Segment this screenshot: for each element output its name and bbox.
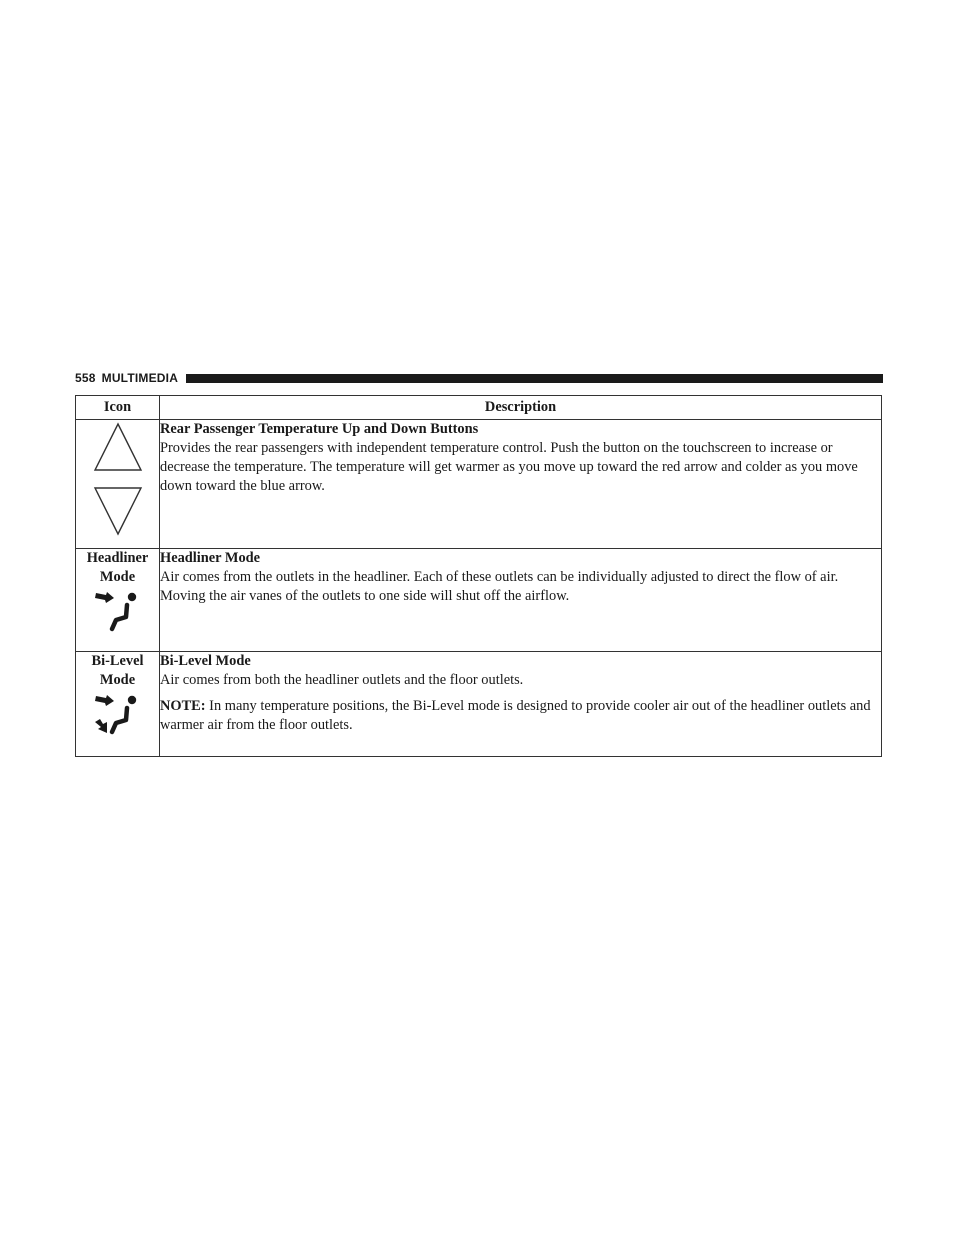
- temperature-up-arrow-icon: [95, 424, 141, 470]
- icon-label: Headliner: [86, 550, 149, 566]
- table-header-row: [76, 396, 882, 420]
- header-rule: [186, 374, 883, 383]
- note-label: NOTE:: [160, 698, 206, 714]
- note-paragraph: [160, 697, 881, 735]
- table-row: [76, 652, 882, 757]
- section-title: MULTIMEDIA: [101, 371, 179, 385]
- description-cell: [160, 652, 882, 757]
- description-cell: [160, 549, 882, 652]
- icon-label: Bi-Level: [91, 653, 144, 669]
- row-title: Rear Passenger Temperature Up and Down Buttons: [160, 421, 479, 437]
- temperature-down-arrow-icon: [95, 488, 141, 534]
- icon-cell: [76, 549, 160, 652]
- column-header-icon: Icon: [76, 396, 160, 420]
- icon-cell: [76, 420, 160, 549]
- bi-level-mode-icon: [90, 692, 146, 740]
- icon-cell: [76, 652, 160, 757]
- row-title: Bi-Level Mode: [160, 653, 251, 669]
- note-text: In many temperature positions, the Bi-Level mode is designed to provide cooler air out of the headliner outlets and warmer air from the floor outlets.: [160, 698, 871, 733]
- row-body: Air comes from the outlets in the headliner. Each of these outlets can be individually adjusted to direct the flow of air. Moving the air vanes of the outlets to one side will shut off the airflow.: [160, 569, 839, 604]
- table-row: [76, 420, 882, 549]
- page-header: [75, 371, 883, 385]
- icon-label: Mode: [99, 569, 136, 585]
- table-row: [76, 549, 882, 652]
- controls-table: [75, 395, 882, 757]
- icon-label: Mode: [99, 672, 136, 688]
- description-cell: [160, 420, 882, 549]
- column-header-description: Description: [160, 396, 882, 420]
- temperature-up-down-icon: [92, 420, 144, 536]
- row-body: Provides the rear passengers with independent temperature control. Push the button on the touchscreen to increase or decrease the temperature. The temperature will get warmer as you move up toward the red arrow and colder as you move down toward the blue arrow.: [160, 440, 858, 494]
- page-number: 558: [75, 371, 96, 385]
- row-body: Air comes from both the headliner outlets and the floor outlets.: [160, 672, 524, 688]
- headliner-mode-icon: [90, 589, 146, 633]
- row-title: Headliner Mode: [160, 550, 261, 566]
